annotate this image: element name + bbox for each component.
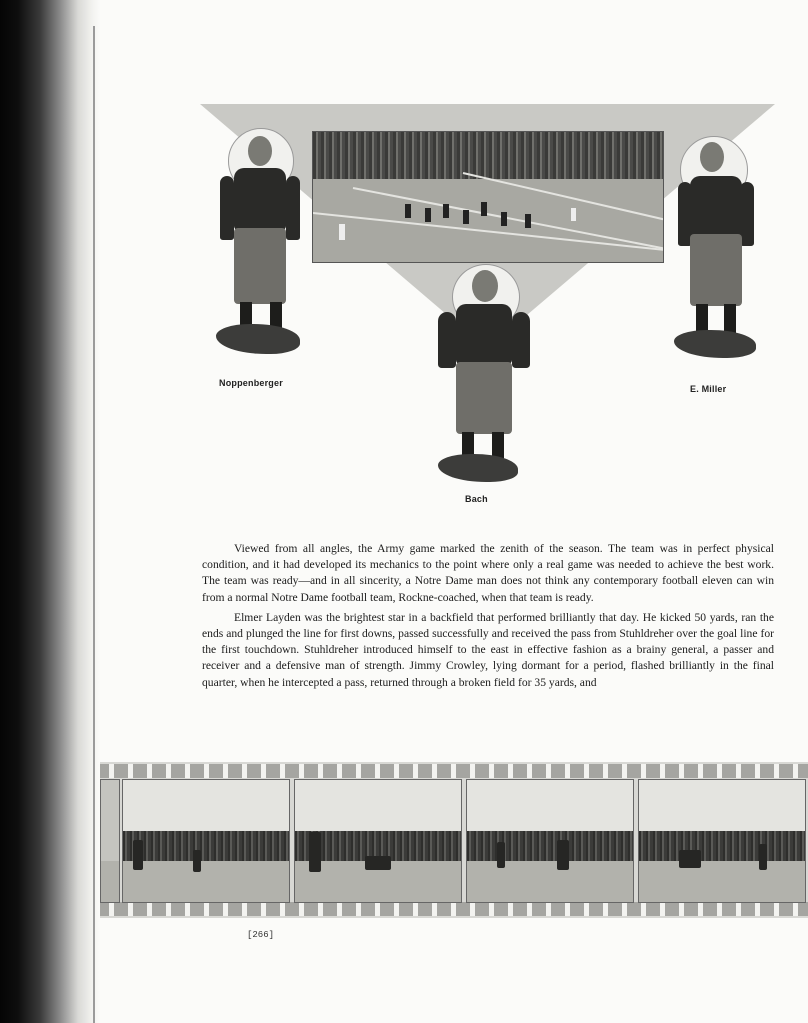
film-frame-1 xyxy=(122,779,290,903)
player-head xyxy=(472,270,498,302)
frame-sky xyxy=(295,780,461,831)
book-spine-shadow xyxy=(0,0,100,1023)
player-jersey xyxy=(690,176,742,238)
player-figure xyxy=(501,212,507,226)
player-figure xyxy=(525,214,531,228)
page-edge xyxy=(93,26,95,1023)
article-paragraph-2: Elmer Layden was the brightest star in a backfield that performed brilliantly that day. He kicked 50 yards, ran the ends and plunged the line for first downs, passed successfully and received the pass from Stuhldreher over the goal line for the first touchdown. Stuhldreher introduced himself to the east in effective fashion as a brainy general, a passer and receiver and a defensive man of strength. Jimmy Crowley, lying dormant for a period, flashed brilliantly in the final quarter, when he intercepted a pass, returned through a broken field for 35 yards, and xyxy=(202,610,774,689)
turf-patch xyxy=(674,330,756,358)
frame-ground xyxy=(639,861,805,902)
player-jersey xyxy=(234,168,286,230)
frame-sky xyxy=(123,780,289,831)
player-figure xyxy=(679,850,701,868)
filmstrip xyxy=(100,762,808,918)
frame-ground xyxy=(123,861,289,902)
film-frame-4 xyxy=(638,779,806,903)
player-portrait-center xyxy=(432,264,532,486)
player-figure xyxy=(405,204,411,218)
article-paragraph-1: Viewed from all angles, the Army game marked the zenith of the season. The team was in perfect physical condition, and it had developed its mechanics to the point where only a real game was needed to achieve the best work. The team was ready—and in all sincerity, a Notre Dame man does not think any contemporary football eleven can win from a normal Notre Dame football team, Rockne-coached, when that team is ready. xyxy=(202,542,774,604)
caption-right-player: E. Miller xyxy=(690,384,727,394)
player-figure xyxy=(133,840,143,870)
player-arm xyxy=(220,176,234,240)
player-arm xyxy=(286,176,300,240)
player-figure xyxy=(193,850,201,872)
player-pants xyxy=(234,228,286,304)
player-figure xyxy=(481,202,487,216)
player-figure xyxy=(571,208,576,221)
player-figure xyxy=(443,204,449,218)
player-figure xyxy=(365,856,391,870)
player-arm xyxy=(740,182,754,246)
frame-stands xyxy=(123,831,289,860)
page-number: [266] xyxy=(247,930,275,940)
film-sprocket-holes-top xyxy=(100,764,808,778)
film-frame-3 xyxy=(466,779,634,903)
photo-crowd xyxy=(313,132,663,179)
player-pants xyxy=(690,234,742,306)
frame-sky xyxy=(639,780,805,831)
game-action-photo xyxy=(312,131,664,263)
player-pants xyxy=(456,362,512,434)
player-head xyxy=(700,142,724,172)
frame-stands xyxy=(467,831,633,860)
player-figure xyxy=(339,224,345,240)
film-frame-0 xyxy=(100,779,120,903)
film-sprocket-holes-bottom xyxy=(100,902,808,916)
player-head xyxy=(248,136,272,166)
player-arm xyxy=(438,312,456,368)
player-figure xyxy=(425,208,431,222)
player-figure xyxy=(497,842,505,868)
player-arm xyxy=(512,312,530,368)
frame-stands xyxy=(639,831,805,860)
player-portrait-right xyxy=(672,136,760,362)
player-figure xyxy=(309,832,321,872)
film-frame-2 xyxy=(294,779,462,903)
turf-patch xyxy=(216,324,300,354)
player-figure xyxy=(557,840,569,870)
frame-ground xyxy=(467,861,633,902)
player-jersey xyxy=(456,304,512,364)
player-figure xyxy=(463,210,469,224)
player-portrait-left xyxy=(212,128,302,360)
caption-left-player: Noppenberger xyxy=(219,378,283,388)
caption-center-player: Bach xyxy=(465,494,488,504)
turf-patch xyxy=(438,454,518,482)
article-body xyxy=(202,541,774,695)
player-figure xyxy=(759,844,767,870)
frame-sky xyxy=(467,780,633,831)
frame-ground xyxy=(101,861,119,902)
